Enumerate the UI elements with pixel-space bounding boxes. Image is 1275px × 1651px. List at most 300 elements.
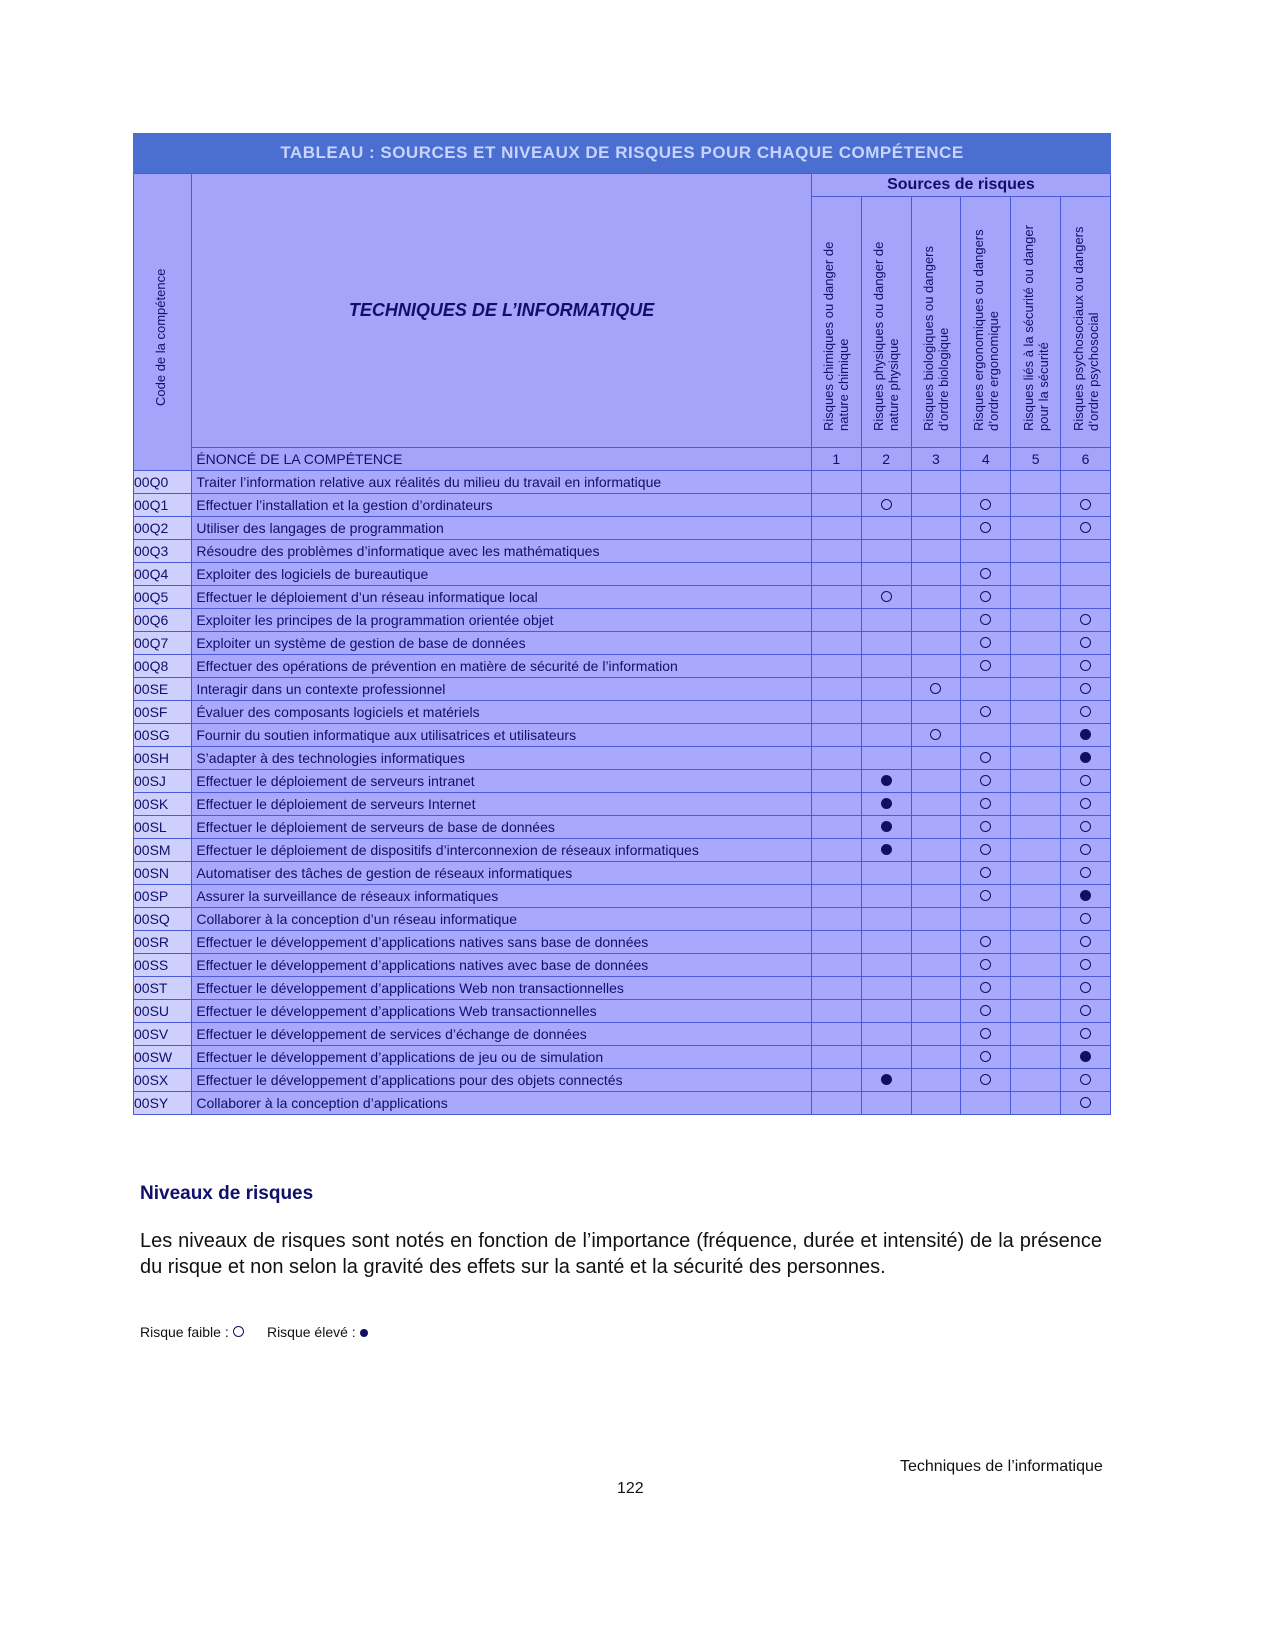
- competence-statement: Effectuer le développement de services d’échange de données: [192, 1023, 812, 1046]
- low-risk-icon: [980, 752, 991, 763]
- risk-cell: [911, 678, 961, 701]
- low-risk-icon: [1080, 522, 1091, 533]
- risk-cell: [961, 931, 1011, 954]
- low-risk-icon: [1080, 1005, 1091, 1016]
- risk-cell: [1061, 632, 1111, 655]
- risk-cell: [911, 540, 961, 563]
- risk-cell: [961, 816, 1011, 839]
- competence-statement: Effectuer le développement d’applications Web non transactionnelles: [192, 977, 812, 1000]
- competence-code: 00SM: [134, 839, 192, 862]
- risk-cell: [811, 1092, 861, 1115]
- competence-code: 00SR: [134, 931, 192, 954]
- table-row: [134, 885, 1111, 908]
- column-label: Risques psychosociaux ou dangers d’ordre psychosocial: [1070, 225, 1101, 431]
- risk-cell: [961, 678, 1011, 701]
- competence-code: 00SK: [134, 793, 192, 816]
- risk-cell: [811, 885, 861, 908]
- risk-cell: [1011, 816, 1061, 839]
- risk-cell: [1061, 839, 1111, 862]
- risk-cell: [861, 678, 911, 701]
- competence-statement: Utiliser des langages de programmation: [192, 517, 812, 540]
- low-risk-icon: [1080, 1097, 1091, 1108]
- competence-code: 00Q8: [134, 655, 192, 678]
- low-risk-icon: [233, 1326, 244, 1337]
- table-row: [134, 908, 1111, 931]
- competence-statement: Effectuer le déploiement de serveurs Internet: [192, 793, 812, 816]
- risk-cell: [911, 609, 961, 632]
- risk-cell: [911, 908, 961, 931]
- low-risk-icon: [980, 660, 991, 671]
- table-row: [134, 839, 1111, 862]
- low-risk-icon: [1080, 499, 1091, 510]
- risk-cell: [861, 816, 911, 839]
- table-row: [134, 1023, 1111, 1046]
- low-risk-icon: [980, 637, 991, 648]
- risk-cell: [1011, 494, 1061, 517]
- competence-code: 00SW: [134, 1046, 192, 1069]
- risk-cell: [961, 540, 1011, 563]
- legend-low-label: Risque faible :: [140, 1324, 229, 1340]
- risk-cell: [911, 1046, 961, 1069]
- risk-cell: [811, 954, 861, 977]
- risk-cell: [1011, 1046, 1061, 1069]
- risk-cell: [1061, 885, 1111, 908]
- risk-cell: [861, 1000, 911, 1023]
- competence-code: 00SX: [134, 1069, 192, 1092]
- risk-cell: [1011, 1092, 1061, 1115]
- risk-cell: [1061, 517, 1111, 540]
- competence-code: 00SY: [134, 1092, 192, 1115]
- risk-cell: [861, 724, 911, 747]
- risk-cell: [861, 655, 911, 678]
- high-risk-icon: [360, 1329, 368, 1337]
- risk-cell: [1011, 793, 1061, 816]
- low-risk-icon: [1080, 1028, 1091, 1039]
- competence-statement: Effectuer le déploiement de serveurs de base de données: [192, 816, 812, 839]
- risk-cell: [911, 471, 961, 494]
- risk-cell: [961, 1000, 1011, 1023]
- column-number: 3: [911, 448, 961, 471]
- column-header-5: [1011, 197, 1061, 448]
- competence-statement: Effectuer le déploiement de dispositifs d’interconnexion de réseaux informatiques: [192, 839, 812, 862]
- risk-cell: [911, 1069, 961, 1092]
- risk-cell: [911, 793, 961, 816]
- competence-statement: Exploiter des logiciels de bureautique: [192, 563, 812, 586]
- risk-cell: [1061, 862, 1111, 885]
- risk-cell: [1011, 770, 1061, 793]
- risk-cell: [961, 724, 1011, 747]
- table-row: [134, 1069, 1111, 1092]
- column-number: 6: [1061, 448, 1111, 471]
- risk-cell: [861, 977, 911, 1000]
- risk-cell: [911, 563, 961, 586]
- risk-level-paragraph: Les niveaux de risques sont notés en fonction de l’importance (fréquence, durée et intensité) de la présence du risque et non selon la gravité des effets sur la santé et la sécurité des personnes.: [140, 1230, 1102, 1278]
- low-risk-icon: [881, 499, 892, 510]
- risk-table-container: [133, 133, 1111, 1115]
- high-risk-icon: [881, 844, 892, 855]
- competence-statement: S’adapter à des technologies informatiques: [192, 747, 812, 770]
- low-risk-icon: [980, 798, 991, 809]
- risk-cell: [1011, 839, 1061, 862]
- low-risk-icon: [930, 729, 941, 740]
- risk-table: [133, 173, 1111, 1115]
- table-row: [134, 862, 1111, 885]
- risk-cell: [811, 1000, 861, 1023]
- risk-cell: [811, 494, 861, 517]
- competence-statement: Fournir du soutien informatique aux utilisatrices et utilisateurs: [192, 724, 812, 747]
- risk-cell: [1061, 747, 1111, 770]
- column-label: Risques biologiques ou dangers d’ordre biologique: [920, 245, 951, 431]
- table-row: [134, 1092, 1111, 1115]
- risk-cell: [911, 1023, 961, 1046]
- risk-cell: [811, 1023, 861, 1046]
- risk-cell: [861, 770, 911, 793]
- competence-statement: Effectuer le déploiement de serveurs intranet: [192, 770, 812, 793]
- risk-cell: [911, 632, 961, 655]
- risk-cell: [811, 471, 861, 494]
- risk-cell: [1061, 471, 1111, 494]
- risk-cell: [811, 816, 861, 839]
- table-row: [134, 517, 1111, 540]
- competence-code: 00SQ: [134, 908, 192, 931]
- competence-code: 00Q6: [134, 609, 192, 632]
- risk-cell: [911, 494, 961, 517]
- risk-cell: [1011, 1023, 1061, 1046]
- risk-cell: [1011, 609, 1061, 632]
- risk-cell: [911, 1000, 961, 1023]
- risk-cell: [1061, 494, 1111, 517]
- risk-cell: [961, 954, 1011, 977]
- competence-statement: Effectuer l’installation et la gestion d’ordinateurs: [192, 494, 812, 517]
- risk-cell: [861, 632, 911, 655]
- competence-statement: Interagir dans un contexte professionnel: [192, 678, 812, 701]
- risk-cell: [961, 632, 1011, 655]
- risk-cell: [961, 655, 1011, 678]
- risk-cell: [811, 862, 861, 885]
- risk-cell: [861, 494, 911, 517]
- table-row: [134, 609, 1111, 632]
- risk-cell: [961, 885, 1011, 908]
- competence-statement: Effectuer le développement d’applications pour des objets connectés: [192, 1069, 812, 1092]
- risk-cell: [811, 632, 861, 655]
- low-risk-icon: [980, 959, 991, 970]
- competence-statement: Effectuer des opérations de prévention en matière de sécurité de l’information: [192, 655, 812, 678]
- high-risk-icon: [1080, 1051, 1091, 1062]
- risk-cell: [1011, 540, 1061, 563]
- low-risk-icon: [1080, 706, 1091, 717]
- risk-cell: [911, 931, 961, 954]
- column-number: 5: [1011, 448, 1061, 471]
- low-risk-icon: [1080, 683, 1091, 694]
- risk-cell: [961, 908, 1011, 931]
- table-row: [134, 563, 1111, 586]
- risk-cell: [861, 1023, 911, 1046]
- low-risk-icon: [930, 683, 941, 694]
- risk-cell: [1011, 977, 1061, 1000]
- risk-cell: [1061, 1023, 1111, 1046]
- competence-statement: Résoudre des problèmes d’informatique avec les mathématiques: [192, 540, 812, 563]
- competence-statement: Collaborer à la conception d’applications: [192, 1092, 812, 1115]
- competence-code: 00SJ: [134, 770, 192, 793]
- high-risk-icon: [881, 821, 892, 832]
- risk-cell: [1061, 770, 1111, 793]
- low-risk-icon: [980, 1005, 991, 1016]
- risk-cell: [1061, 908, 1111, 931]
- risk-cell: [811, 1046, 861, 1069]
- low-risk-icon: [980, 1028, 991, 1039]
- risk-cell: [1061, 954, 1111, 977]
- column-header-3: [911, 197, 961, 448]
- risk-cell: [861, 885, 911, 908]
- column-number: 1: [811, 448, 861, 471]
- risk-cell: [811, 1069, 861, 1092]
- risk-cell: [811, 517, 861, 540]
- low-risk-icon: [980, 890, 991, 901]
- low-risk-icon: [1080, 959, 1091, 970]
- risk-cell: [861, 701, 911, 724]
- table-row: [134, 816, 1111, 839]
- risk-cell: [861, 517, 911, 540]
- risk-cell: [1061, 540, 1111, 563]
- table-row: [134, 770, 1111, 793]
- column-number: 4: [961, 448, 1011, 471]
- risk-cell: [861, 1092, 911, 1115]
- risk-cell: [861, 471, 911, 494]
- risk-cell: [1011, 954, 1061, 977]
- risk-cell: [1061, 793, 1111, 816]
- risk-cell: [1061, 701, 1111, 724]
- section-title: Niveaux de risques: [140, 1183, 314, 1204]
- risk-cell: [961, 494, 1011, 517]
- risk-cell: [1061, 655, 1111, 678]
- risk-cell: [1061, 931, 1111, 954]
- risk-cell: [961, 1046, 1011, 1069]
- risk-cell: [811, 540, 861, 563]
- risk-cell: [811, 586, 861, 609]
- risk-cell: [811, 655, 861, 678]
- low-risk-icon: [980, 1051, 991, 1062]
- low-risk-icon: [980, 568, 991, 579]
- risk-cell: [1061, 1046, 1111, 1069]
- risk-cell: [1011, 862, 1061, 885]
- competence-code: 00Q2: [134, 517, 192, 540]
- legend-high-label: Risque élevé :: [266, 1324, 356, 1340]
- risk-cell: [811, 747, 861, 770]
- competence-code: 00Q3: [134, 540, 192, 563]
- risk-cell: [961, 977, 1011, 1000]
- low-risk-icon: [980, 522, 991, 533]
- competence-code: 00Q0: [134, 471, 192, 494]
- risk-cell: [911, 954, 961, 977]
- risk-cell: [1011, 517, 1061, 540]
- table-row: [134, 471, 1111, 494]
- risk-cell: [911, 862, 961, 885]
- low-risk-icon: [980, 936, 991, 947]
- low-risk-icon: [980, 775, 991, 786]
- table-row: [134, 586, 1111, 609]
- low-risk-icon: [881, 591, 892, 602]
- risk-cell: [811, 770, 861, 793]
- competence-statement: Évaluer des composants logiciels et matériels: [192, 701, 812, 724]
- risk-cell: [1011, 885, 1061, 908]
- risk-cell: [961, 839, 1011, 862]
- competence-code: 00SL: [134, 816, 192, 839]
- risk-cell: [1011, 931, 1061, 954]
- risk-cell: [911, 586, 961, 609]
- risk-cell: [911, 747, 961, 770]
- low-risk-icon: [980, 591, 991, 602]
- competence-statement: Assurer la surveillance de réseaux informatiques: [192, 885, 812, 908]
- risk-cell: [961, 770, 1011, 793]
- risk-cell: [811, 609, 861, 632]
- low-risk-icon: [980, 1074, 991, 1085]
- risk-cell: [1061, 609, 1111, 632]
- page-number: 122: [617, 1480, 644, 1497]
- risk-cell: [1061, 816, 1111, 839]
- table-row: [134, 540, 1111, 563]
- risk-cell: [861, 839, 911, 862]
- low-risk-icon: [980, 844, 991, 855]
- table-row: [134, 494, 1111, 517]
- risk-cell: [861, 908, 911, 931]
- column-header-6: [1061, 197, 1111, 448]
- risk-cell: [961, 517, 1011, 540]
- program-title: TECHNIQUES DE L’INFORMATIQUE: [192, 174, 812, 448]
- competence-code: 00Q4: [134, 563, 192, 586]
- competence-statement: Exploiter les principes de la programmation orientée objet: [192, 609, 812, 632]
- risk-cell: [811, 931, 861, 954]
- risk-cell: [811, 977, 861, 1000]
- competence-code: 00Q7: [134, 632, 192, 655]
- competence-statement: Exploiter un système de gestion de base de données: [192, 632, 812, 655]
- high-risk-icon: [881, 798, 892, 809]
- risk-cell: [1011, 655, 1061, 678]
- column-label: Risques physiques ou danger de nature physique: [871, 241, 902, 431]
- competence-statement: Effectuer le développement d’applications natives sans base de données: [192, 931, 812, 954]
- competence-code: 00Q5: [134, 586, 192, 609]
- risk-cell: [861, 563, 911, 586]
- risk-cell: [1011, 678, 1061, 701]
- risk-cell: [861, 954, 911, 977]
- low-risk-icon: [1080, 982, 1091, 993]
- competence-code: 00ST: [134, 977, 192, 1000]
- risk-cell: [861, 540, 911, 563]
- risk-cell: [861, 862, 911, 885]
- risk-cell: [961, 793, 1011, 816]
- risk-cell: [961, 471, 1011, 494]
- risk-cell: [811, 724, 861, 747]
- table-row: [134, 954, 1111, 977]
- risk-cell: [861, 609, 911, 632]
- low-risk-icon: [1080, 913, 1091, 924]
- risk-cell: [811, 793, 861, 816]
- risk-cell: [961, 1069, 1011, 1092]
- risk-cell: [911, 724, 961, 747]
- table-row: [134, 793, 1111, 816]
- risk-cell: [811, 701, 861, 724]
- risk-cell: [811, 908, 861, 931]
- risk-cell: [1061, 724, 1111, 747]
- risk-cell: [961, 586, 1011, 609]
- statement-header: ÉNONCÉ DE LA COMPÉTENCE: [192, 448, 812, 471]
- risk-cell: [961, 1023, 1011, 1046]
- competence-code: 00SV: [134, 1023, 192, 1046]
- high-risk-icon: [881, 775, 892, 786]
- high-risk-icon: [881, 1074, 892, 1085]
- sources-header: Sources de risques: [811, 174, 1110, 197]
- risk-cell: [911, 839, 961, 862]
- table-row: [134, 1000, 1111, 1023]
- high-risk-icon: [1080, 729, 1091, 740]
- table-row: [134, 701, 1111, 724]
- risk-cell: [1061, 1069, 1111, 1092]
- table-row: [134, 724, 1111, 747]
- risk-cell: [861, 1046, 911, 1069]
- low-risk-icon: [980, 867, 991, 878]
- risk-cell: [1011, 586, 1061, 609]
- risk-cell: [1061, 1092, 1111, 1115]
- risk-cell: [1061, 563, 1111, 586]
- low-risk-icon: [980, 982, 991, 993]
- competence-code: 00SU: [134, 1000, 192, 1023]
- low-risk-icon: [1080, 798, 1091, 809]
- low-risk-icon: [1080, 1074, 1091, 1085]
- table-row: [134, 1046, 1111, 1069]
- risk-cell: [911, 517, 961, 540]
- risk-cell: [1011, 1069, 1061, 1092]
- risk-cell: [1011, 701, 1061, 724]
- risk-cell: [811, 839, 861, 862]
- competence-statement: Effectuer le développement d’applications natives avec base de données: [192, 954, 812, 977]
- competence-code: 00SF: [134, 701, 192, 724]
- low-risk-icon: [1080, 936, 1091, 947]
- risk-cell: [911, 816, 961, 839]
- table-row: [134, 747, 1111, 770]
- low-risk-icon: [980, 614, 991, 625]
- risk-cell: [911, 701, 961, 724]
- competence-code: 00SS: [134, 954, 192, 977]
- risk-cell: [1011, 724, 1061, 747]
- low-risk-icon: [1080, 867, 1091, 878]
- risk-cell: [861, 1069, 911, 1092]
- risk-cell: [961, 1092, 1011, 1115]
- risk-cell: [1011, 563, 1061, 586]
- table-row: [134, 678, 1111, 701]
- high-risk-icon: [1080, 752, 1091, 763]
- column-header-4: [961, 197, 1011, 448]
- low-risk-icon: [1080, 844, 1091, 855]
- risk-cell: [1061, 1000, 1111, 1023]
- low-risk-icon: [1080, 775, 1091, 786]
- competence-statement: Effectuer le développement d’applications Web transactionnelles: [192, 1000, 812, 1023]
- footer-title: Techniques de l’informatique: [900, 1458, 1103, 1475]
- table-row: [134, 632, 1111, 655]
- code-header: Code de la compétence: [153, 268, 169, 406]
- competence-statement: Traiter l’information relative aux réalités du milieu du travail en informatique: [192, 471, 812, 494]
- competence-statement: Collaborer à la conception d’un réseau informatique: [192, 908, 812, 931]
- risk-cell: [811, 563, 861, 586]
- low-risk-icon: [980, 706, 991, 717]
- low-risk-icon: [980, 499, 991, 510]
- low-risk-icon: [1080, 660, 1091, 671]
- risk-cell: [861, 793, 911, 816]
- risk-cell: [861, 747, 911, 770]
- column-number: 2: [861, 448, 911, 471]
- low-risk-icon: [1080, 637, 1091, 648]
- risk-cell: [1061, 586, 1111, 609]
- risk-cell: [911, 885, 961, 908]
- table-row: [134, 931, 1111, 954]
